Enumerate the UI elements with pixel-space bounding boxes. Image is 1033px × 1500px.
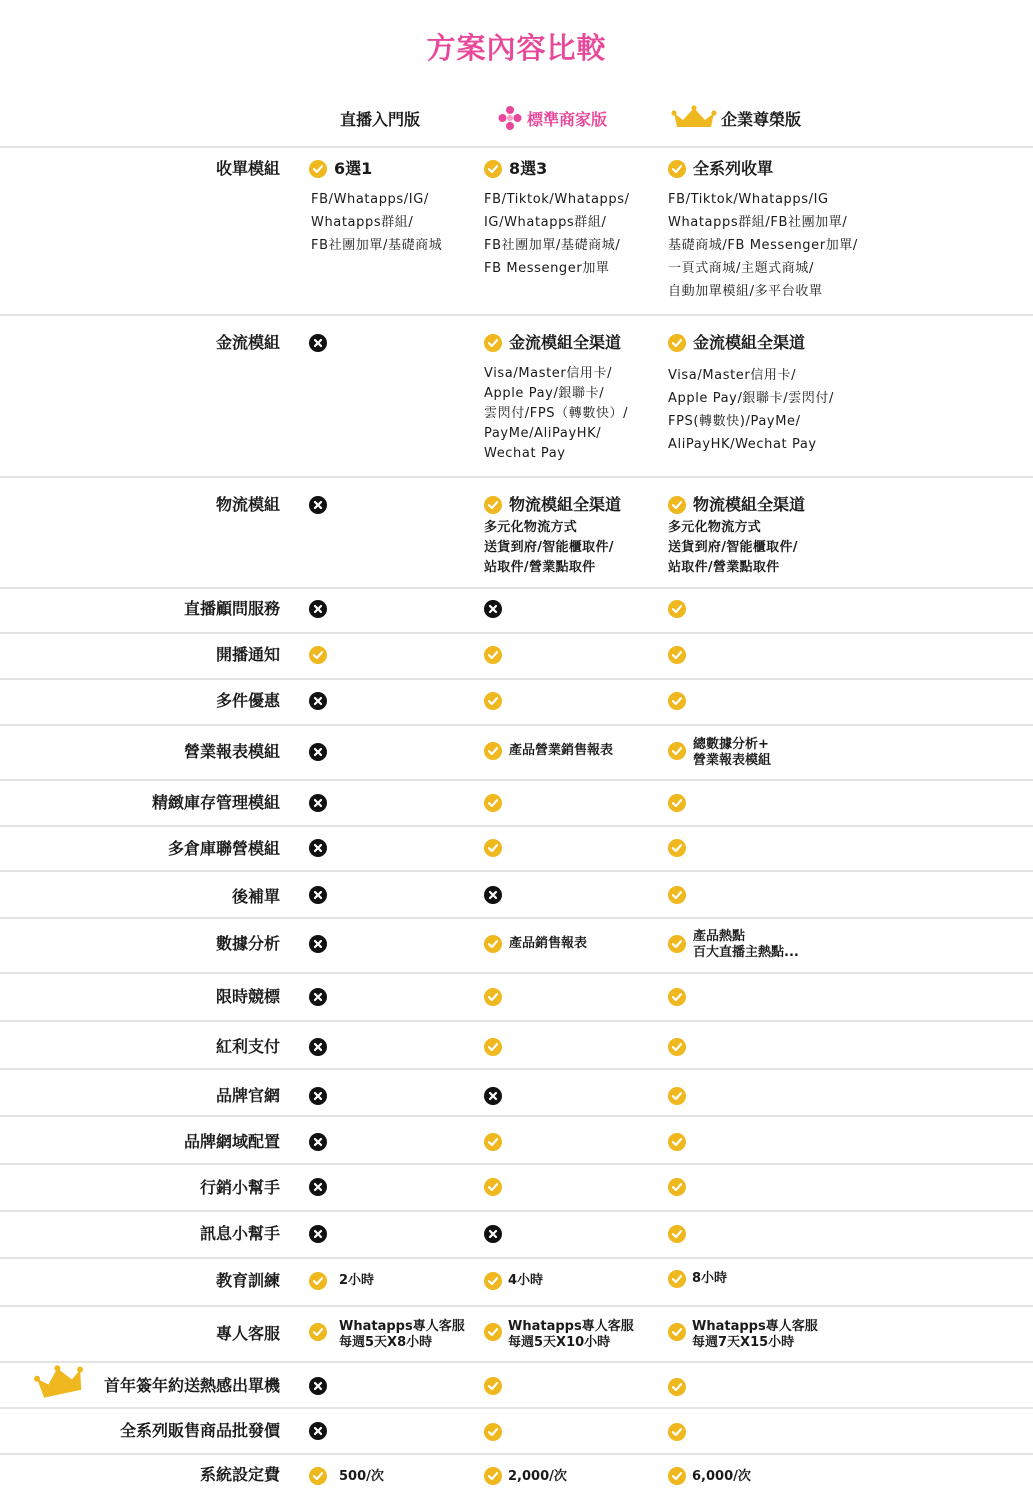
divider <box>0 825 1033 827</box>
divider <box>0 972 1033 974</box>
cell-starter-consulting <box>309 600 327 618</box>
column-header-label: 直播入門版 <box>340 109 421 129</box>
cell-starter-website <box>309 1087 327 1105</box>
cell-standard-order-detail <box>484 188 630 280</box>
detail-line: 站取件/營業點取件 <box>484 560 596 575</box>
check-icon <box>484 646 502 664</box>
cell-standard-training <box>484 1272 543 1290</box>
row-label-business-report: 營業報表模組 <box>183 742 280 761</box>
detail-line: FB/Tiktok/Whatapps/IG <box>668 192 829 207</box>
cross-icon <box>484 886 502 904</box>
cell-starter-multi <box>309 692 327 710</box>
cell-standard-payment <box>484 334 621 352</box>
row-label-auction: 限時競標 <box>215 987 280 1006</box>
row-label-multi-discount: 多件優惠 <box>215 691 280 710</box>
divider <box>0 1453 1033 1455</box>
cell-text-line: Whatapps專人客服 <box>692 1319 818 1334</box>
check-icon <box>668 1178 686 1196</box>
detail-line: Apple Pay/銀聯卡/雲閃付/ <box>668 391 834 406</box>
cell-text-line: 總數據分析+ <box>693 737 769 752</box>
divider <box>0 779 1033 781</box>
detail-line: FB/Whatapps/IG/ <box>311 192 429 207</box>
row-label-logistics-module: 物流模組 <box>215 495 280 514</box>
cell-standard-warehouse <box>484 839 502 857</box>
cell-enterprise-setup <box>668 1467 751 1485</box>
divider <box>0 476 1033 478</box>
check-icon <box>484 1272 502 1290</box>
detail-line: FB Messenger加單 <box>484 261 610 276</box>
check-icon <box>668 496 686 514</box>
cell-standard-consulting <box>484 600 502 618</box>
check-icon <box>668 1467 686 1485</box>
column-header-starter <box>340 104 420 132</box>
check-icon <box>668 935 686 953</box>
row-label-order-module: 收單模組 <box>215 159 280 178</box>
divider <box>0 724 1033 726</box>
check-icon <box>484 742 502 760</box>
cell-starter-inventory <box>309 794 327 812</box>
cell-enterprise-printer <box>668 1378 686 1396</box>
cell-text: 8小時 <box>692 1271 728 1286</box>
check-icon <box>484 794 502 812</box>
cell-enterprise-payment-detail <box>668 364 834 456</box>
cell-enterprise-report <box>668 737 772 769</box>
divider <box>0 1020 1033 1022</box>
cell-enterprise-multi <box>668 692 686 710</box>
detail-line: Visa/Master信用卡/ <box>668 368 797 383</box>
cell-enterprise-backorder <box>668 886 686 904</box>
divider <box>0 632 1033 634</box>
cross-icon <box>484 1225 502 1243</box>
cross-icon <box>309 600 327 618</box>
cell-starter-message <box>309 1225 327 1243</box>
check-icon <box>668 1378 686 1396</box>
cell-text: 4小時 <box>508 1273 544 1288</box>
row-label-analytics: 數據分析 <box>215 934 280 953</box>
cell-standard-printer <box>484 1377 502 1395</box>
detail-line: Apple Pay/銀聯卡/ <box>484 386 605 401</box>
row-label-dedicated-support: 專人客服 <box>215 1324 280 1343</box>
detail-line: FB社團加單/基礎商城/ <box>484 238 621 253</box>
check-icon <box>668 160 686 178</box>
check-icon <box>668 334 686 352</box>
row-label-brand-domain: 品牌網域配置 <box>183 1132 280 1151</box>
row-label-bonus-payment: 紅利支付 <box>215 1037 280 1056</box>
cell-starter-printer <box>309 1377 327 1395</box>
check-icon <box>309 646 327 664</box>
cross-icon <box>309 886 327 904</box>
cell-standard-support <box>484 1319 634 1351</box>
check-icon <box>309 1467 327 1485</box>
crown-icon <box>34 1360 86 1402</box>
cell-starter-analytics <box>309 935 327 953</box>
cell-standard-logistics <box>484 496 621 514</box>
cell-text <box>693 929 799 961</box>
cell-starter-warehouse <box>309 839 327 857</box>
cross-icon <box>309 334 327 352</box>
column-header-label: 企業尊榮版 <box>721 109 802 129</box>
cross-icon <box>309 839 327 857</box>
detail-line: 站取件/營業點取件 <box>668 560 780 575</box>
cell-text: 500/次 <box>339 1469 384 1484</box>
cell-text-line: 每週5天X8小時 <box>339 1335 433 1350</box>
cell-enterprise-notify <box>668 646 686 664</box>
cell-standard-payment-detail <box>484 364 628 464</box>
cross-icon <box>309 692 327 710</box>
check-icon <box>484 988 502 1006</box>
cell-enterprise-logistics-detail <box>668 518 798 578</box>
cell-standard-setup <box>484 1467 567 1485</box>
cell-text-line: 每週7天X15小時 <box>692 1335 795 1350</box>
check-icon <box>668 1087 686 1105</box>
divider <box>0 917 1033 919</box>
detail-line: 基礎商城/FB Messenger加單/ <box>668 238 858 253</box>
detail-line: FB/Tiktok/Whatapps/ <box>484 192 630 207</box>
check-icon <box>309 160 327 178</box>
cell-standard-wholesale <box>484 1423 502 1441</box>
row-label-wholesale-price: 全系列販售商品批發價 <box>119 1421 280 1440</box>
check-icon <box>668 794 686 812</box>
row-label-payment-module: 金流模組 <box>215 333 280 352</box>
check-icon <box>668 1225 686 1243</box>
cell-starter-order <box>309 160 372 178</box>
check-icon <box>668 646 686 664</box>
cell-enterprise-order-detail <box>668 188 858 303</box>
check-icon <box>484 692 502 710</box>
row-label-warehouse: 多倉庫聯營模組 <box>167 839 280 858</box>
divider <box>0 1163 1033 1165</box>
cell-enterprise-analytics <box>668 929 799 961</box>
row-label-live-notification: 開播通知 <box>215 645 280 664</box>
cell-heading: 6選1 <box>334 159 373 178</box>
cell-enterprise-bonus <box>668 1038 686 1056</box>
detail-line: 多元化物流方式 <box>668 520 762 535</box>
detail-line: 送貨到府/智能櫃取件/ <box>668 540 798 555</box>
check-icon <box>484 1178 502 1196</box>
cell-heading: 物流模組全渠道 <box>509 495 622 514</box>
check-icon <box>668 742 686 760</box>
divider <box>0 678 1033 680</box>
check-icon <box>484 160 502 178</box>
check-icon <box>484 496 502 514</box>
cell-starter-wholesale <box>309 1422 327 1440</box>
check-icon <box>668 1038 686 1056</box>
cell-enterprise-payment <box>668 334 805 352</box>
cell-starter-setup <box>309 1467 384 1485</box>
row-label-live-consulting: 直播顧問服務 <box>183 599 280 618</box>
detail-line: FB社團加單/基礎商城 <box>311 238 443 253</box>
check-icon <box>668 1323 686 1341</box>
cell-starter-domain <box>309 1133 327 1151</box>
cell-enterprise-wholesale <box>668 1423 686 1441</box>
cell-heading: 8選3 <box>509 159 548 178</box>
row-label-brand-website: 品牌官網 <box>215 1086 280 1105</box>
cell-standard-auction <box>484 988 502 1006</box>
cell-standard-inventory <box>484 794 502 812</box>
cross-icon <box>309 1038 327 1056</box>
cell-text-line: 產品熱點 <box>693 929 746 944</box>
divider <box>0 1361 1033 1363</box>
cell-starter-logistics <box>309 496 327 514</box>
check-icon <box>668 1423 686 1441</box>
cell-starter-report <box>309 743 327 761</box>
cell-standard-report <box>484 742 613 760</box>
cell-enterprise-support <box>668 1319 818 1351</box>
cross-icon <box>309 1377 327 1395</box>
heart-cluster-icon <box>497 105 523 131</box>
row-label-free-thermal-printer: 首年簽年約送熱感出單機 <box>103 1376 280 1395</box>
cell-enterprise-logistics <box>668 496 805 514</box>
column-header-standard <box>497 104 607 132</box>
cell-heading: 全系列收單 <box>693 159 774 178</box>
check-icon <box>484 1038 502 1056</box>
cell-starter-notify <box>309 646 327 664</box>
check-icon <box>484 1423 502 1441</box>
cell-text <box>692 1319 818 1351</box>
column-header-label: 標準商家版 <box>527 109 608 129</box>
divider <box>0 1115 1033 1117</box>
divider <box>0 146 1033 148</box>
check-icon <box>668 1270 686 1288</box>
detail-line: 送貨到府/智能櫃取件/ <box>484 540 614 555</box>
row-label-backorder: 後補單 <box>231 887 280 906</box>
cross-icon <box>309 1133 327 1151</box>
cell-heading: 物流模組全渠道 <box>693 495 806 514</box>
cell-standard-order <box>484 160 547 178</box>
cell-text-line: 營業報表模組 <box>693 753 772 768</box>
cell-enterprise-website <box>668 1087 686 1105</box>
cell-enterprise-message <box>668 1225 686 1243</box>
check-icon <box>484 839 502 857</box>
cell-enterprise-domain <box>668 1133 686 1151</box>
cell-text-line: Whatapps專人客服 <box>339 1319 465 1334</box>
cross-icon <box>309 1225 327 1243</box>
detail-line: 多元化物流方式 <box>484 520 578 535</box>
detail-line: Wechat Pay <box>484 446 566 461</box>
cell-enterprise-warehouse <box>668 839 686 857</box>
detail-line: Whatapps群組/FB社團加單/ <box>668 215 848 230</box>
detail-line: Visa/Master信用卡/ <box>484 366 613 381</box>
cell-text-line: 每週5天X10小時 <box>508 1335 611 1350</box>
cell-text: 產品銷售報表 <box>509 936 588 951</box>
cell-enterprise-inventory <box>668 794 686 812</box>
check-icon <box>668 839 686 857</box>
row-label-message-helper: 訊息小幫手 <box>199 1224 280 1243</box>
check-icon <box>484 1323 502 1341</box>
column-header-enterprise <box>671 104 801 132</box>
page-title: 方案內容比較 <box>426 31 607 65</box>
detail-line: IG/Whatapps群組/ <box>484 215 607 230</box>
divider <box>0 1257 1033 1259</box>
check-icon <box>668 600 686 618</box>
detail-line: 雲閃付/FPS（轉數快）/ <box>484 406 629 421</box>
check-icon <box>668 692 686 710</box>
divider <box>0 314 1033 316</box>
detail-line: 一頁式商城/主題式商城/ <box>668 261 814 276</box>
detail-line: PayMe/AliPayHK/ <box>484 426 602 441</box>
cell-text-line: Whatapps專人客服 <box>508 1319 634 1334</box>
divider <box>0 1210 1033 1212</box>
cell-standard-message <box>484 1225 502 1243</box>
cell-starter-training <box>309 1272 374 1290</box>
check-icon <box>668 988 686 1006</box>
cell-starter-payment <box>309 334 327 352</box>
cross-icon <box>309 1178 327 1196</box>
cell-standard-backorder <box>484 886 502 904</box>
cell-standard-multi <box>484 692 502 710</box>
check-icon <box>484 1467 502 1485</box>
cross-icon <box>484 1087 502 1105</box>
cell-text <box>508 1319 634 1351</box>
detail-line: FPS(轉數快)/PayMe/ <box>668 414 801 429</box>
cross-icon <box>309 1087 327 1105</box>
divider <box>0 1407 1033 1409</box>
cell-standard-notify <box>484 646 502 664</box>
divider <box>0 1068 1033 1070</box>
cross-icon <box>309 935 327 953</box>
cell-starter-auction <box>309 988 327 1006</box>
cell-standard-logistics-detail <box>484 518 614 578</box>
row-label-marketing-helper: 行銷小幫手 <box>199 1178 280 1197</box>
cell-enterprise-auction <box>668 988 686 1006</box>
cross-icon <box>309 988 327 1006</box>
cell-heading: 金流模組全渠道 <box>509 333 622 352</box>
cell-text: 2小時 <box>339 1273 375 1288</box>
cell-text: 6,000/次 <box>692 1469 751 1484</box>
cell-text-line: 百大直播主熱點... <box>693 945 799 960</box>
row-label-inventory: 精緻庫存管理模組 <box>151 793 280 812</box>
cross-icon <box>309 1422 327 1440</box>
check-icon <box>668 1133 686 1151</box>
detail-line: 自動加單模組/多平台收單 <box>668 284 823 299</box>
cell-starter-bonus <box>309 1038 327 1056</box>
cross-icon <box>309 496 327 514</box>
cross-icon <box>309 743 327 761</box>
cell-enterprise-consulting <box>668 600 686 618</box>
cell-enterprise-marketing <box>668 1178 686 1196</box>
crown-icon <box>671 105 717 131</box>
cell-standard-website <box>484 1087 502 1105</box>
check-icon <box>309 1323 327 1341</box>
check-icon <box>484 1377 502 1395</box>
cell-heading: 金流模組全渠道 <box>693 333 806 352</box>
check-icon <box>668 886 686 904</box>
cell-starter-backorder <box>309 886 327 904</box>
cell-enterprise-order <box>668 160 773 178</box>
cell-standard-domain <box>484 1133 502 1151</box>
row-label-setup-fee: 系統設定費 <box>199 1465 280 1484</box>
cell-text: 2,000/次 <box>508 1469 567 1484</box>
cell-standard-bonus <box>484 1038 502 1056</box>
check-icon <box>484 935 502 953</box>
check-icon <box>309 1272 327 1290</box>
cell-starter-order-detail <box>311 188 442 257</box>
cell-starter-marketing <box>309 1178 327 1196</box>
divider <box>0 870 1033 872</box>
cell-text <box>693 737 771 769</box>
divider <box>0 1305 1033 1307</box>
cell-standard-analytics <box>484 935 587 953</box>
cell-standard-marketing <box>484 1178 502 1196</box>
detail-line: AliPayHK/Wechat Pay <box>668 437 817 452</box>
divider <box>0 587 1033 589</box>
check-icon <box>484 334 502 352</box>
row-label-training: 教育訓練 <box>215 1271 280 1290</box>
check-icon <box>484 1133 502 1151</box>
cell-text <box>339 1319 465 1351</box>
cell-enterprise-training <box>668 1270 727 1288</box>
cross-icon <box>309 794 327 812</box>
cell-text: 產品營業銷售報表 <box>509 743 614 758</box>
detail-line: Whatapps群組/ <box>311 215 414 230</box>
cross-icon <box>484 600 502 618</box>
cell-starter-support <box>309 1319 465 1351</box>
